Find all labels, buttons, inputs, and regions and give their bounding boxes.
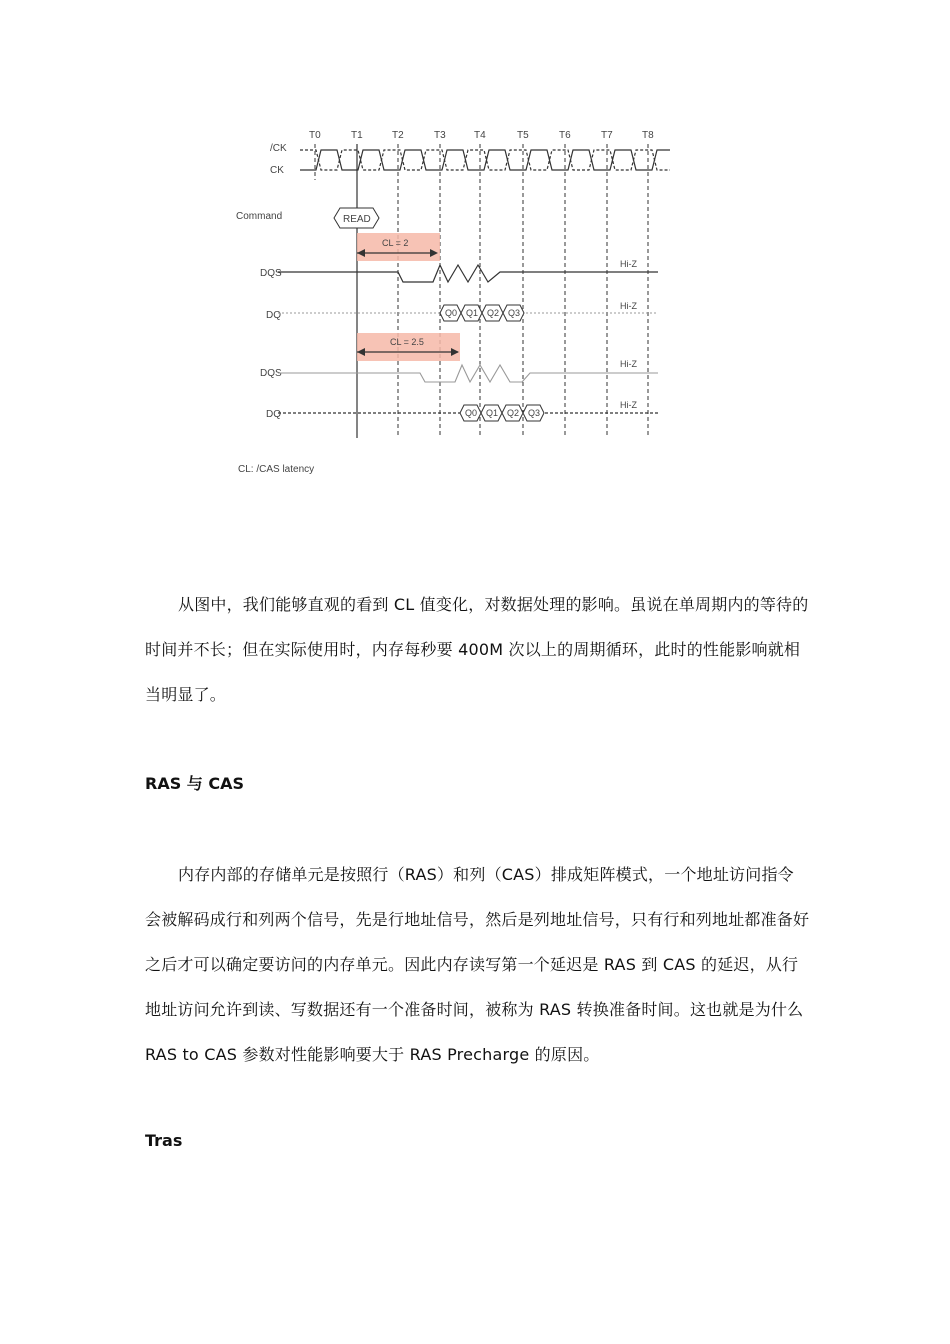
paragraph-ras-cas: 内存内部的存储单元是按照行（RAS）和列（CAS）排成矩阵模式，一个地址访问指令会被解码成行和列两个信号，先是行地址信号，然后是列地址信号，只有行和列地址都准备好之后才可以确定要访问的内存单元。因此内存读写第一个延迟是 RAS 到 CAS 的延迟，从行地址访问允许到读、写数据还有一个准备时间，被称为 RAS 转换准备时间。这也就是为什么 RAS to CAS 参数对性能影响要大于 RAS Precharge 的原因。 <box>145 865 810 1064</box>
dq-top-cell-label-0: Q0 <box>445 308 458 318</box>
dq-top-cell-label-1: Q1 <box>466 308 479 318</box>
time-label-t0: T0 <box>309 130 321 141</box>
time-grid <box>315 144 648 438</box>
paragraph-cl-effect: 从图中，我们能够直观的看到 CL 值变化，对数据处理的影响。虽说在单周期内的等待的时间并不长；但在实际使用时，内存每秒要 400M 次以上的周期循环，此时的性能影响就相当明显了。 <box>145 595 809 704</box>
signal-label-command: Command <box>236 211 283 222</box>
cl25-annotation <box>357 333 460 361</box>
time-label-t5: T5 <box>517 130 529 141</box>
timing-diagram-svg <box>230 120 670 485</box>
dq-cl2-waveform <box>278 305 658 321</box>
heading-tras: Tras <box>145 1131 183 1150</box>
cl2-label: CL = 2 <box>382 238 409 248</box>
dq-cl25-waveform <box>278 405 658 421</box>
signal-label-nck: /CK <box>270 143 287 154</box>
dq-bottom-cell-label-1: Q1 <box>486 408 499 418</box>
time-label-t3: T3 <box>434 130 446 141</box>
heading-ras-cas: RAS 与 CAS <box>145 774 245 793</box>
time-label-t7: T7 <box>601 130 613 141</box>
hiz-label-1: Hi-Z <box>620 259 637 269</box>
dq-bottom-cell-label-2: Q2 <box>507 408 520 418</box>
time-label-t4: T4 <box>474 130 486 141</box>
clock-waveform <box>300 150 670 170</box>
time-label-t1: T1 <box>351 130 363 141</box>
timing-diagram <box>230 120 670 485</box>
dqs-cl25-waveform <box>278 365 658 382</box>
dq-top-cell-label-2: Q2 <box>487 308 500 318</box>
signal-label-dq-2: DQ <box>266 409 281 420</box>
signal-label-ck: CK <box>270 165 284 176</box>
time-label-t2: T2 <box>392 130 404 141</box>
figure-caption: CL: /CAS latency <box>238 464 315 475</box>
hiz-label-3: Hi-Z <box>620 359 637 369</box>
dq-bottom-cell-label-3: Q3 <box>528 408 541 418</box>
signal-label-dq-1: DQ <box>266 310 281 321</box>
time-label-t6: T6 <box>559 130 571 141</box>
signal-label-dqs-2: DQS <box>260 368 282 379</box>
dq-top-cell-label-3: Q3 <box>508 308 521 318</box>
cl25-label: CL = 2.5 <box>390 337 424 347</box>
read-command-label: READ <box>343 214 371 225</box>
cl2-annotation <box>357 233 440 261</box>
hiz-label-2: Hi-Z <box>620 301 637 311</box>
time-labels <box>309 130 654 141</box>
read-command <box>334 208 379 228</box>
hiz-label-4: Hi-Z <box>620 400 637 410</box>
dq-bottom-cell-label-0: Q0 <box>465 408 478 418</box>
signal-label-dqs-1: DQS <box>260 268 282 279</box>
dqs-cl2-waveform <box>278 265 658 282</box>
time-label-t8: T8 <box>642 130 654 141</box>
